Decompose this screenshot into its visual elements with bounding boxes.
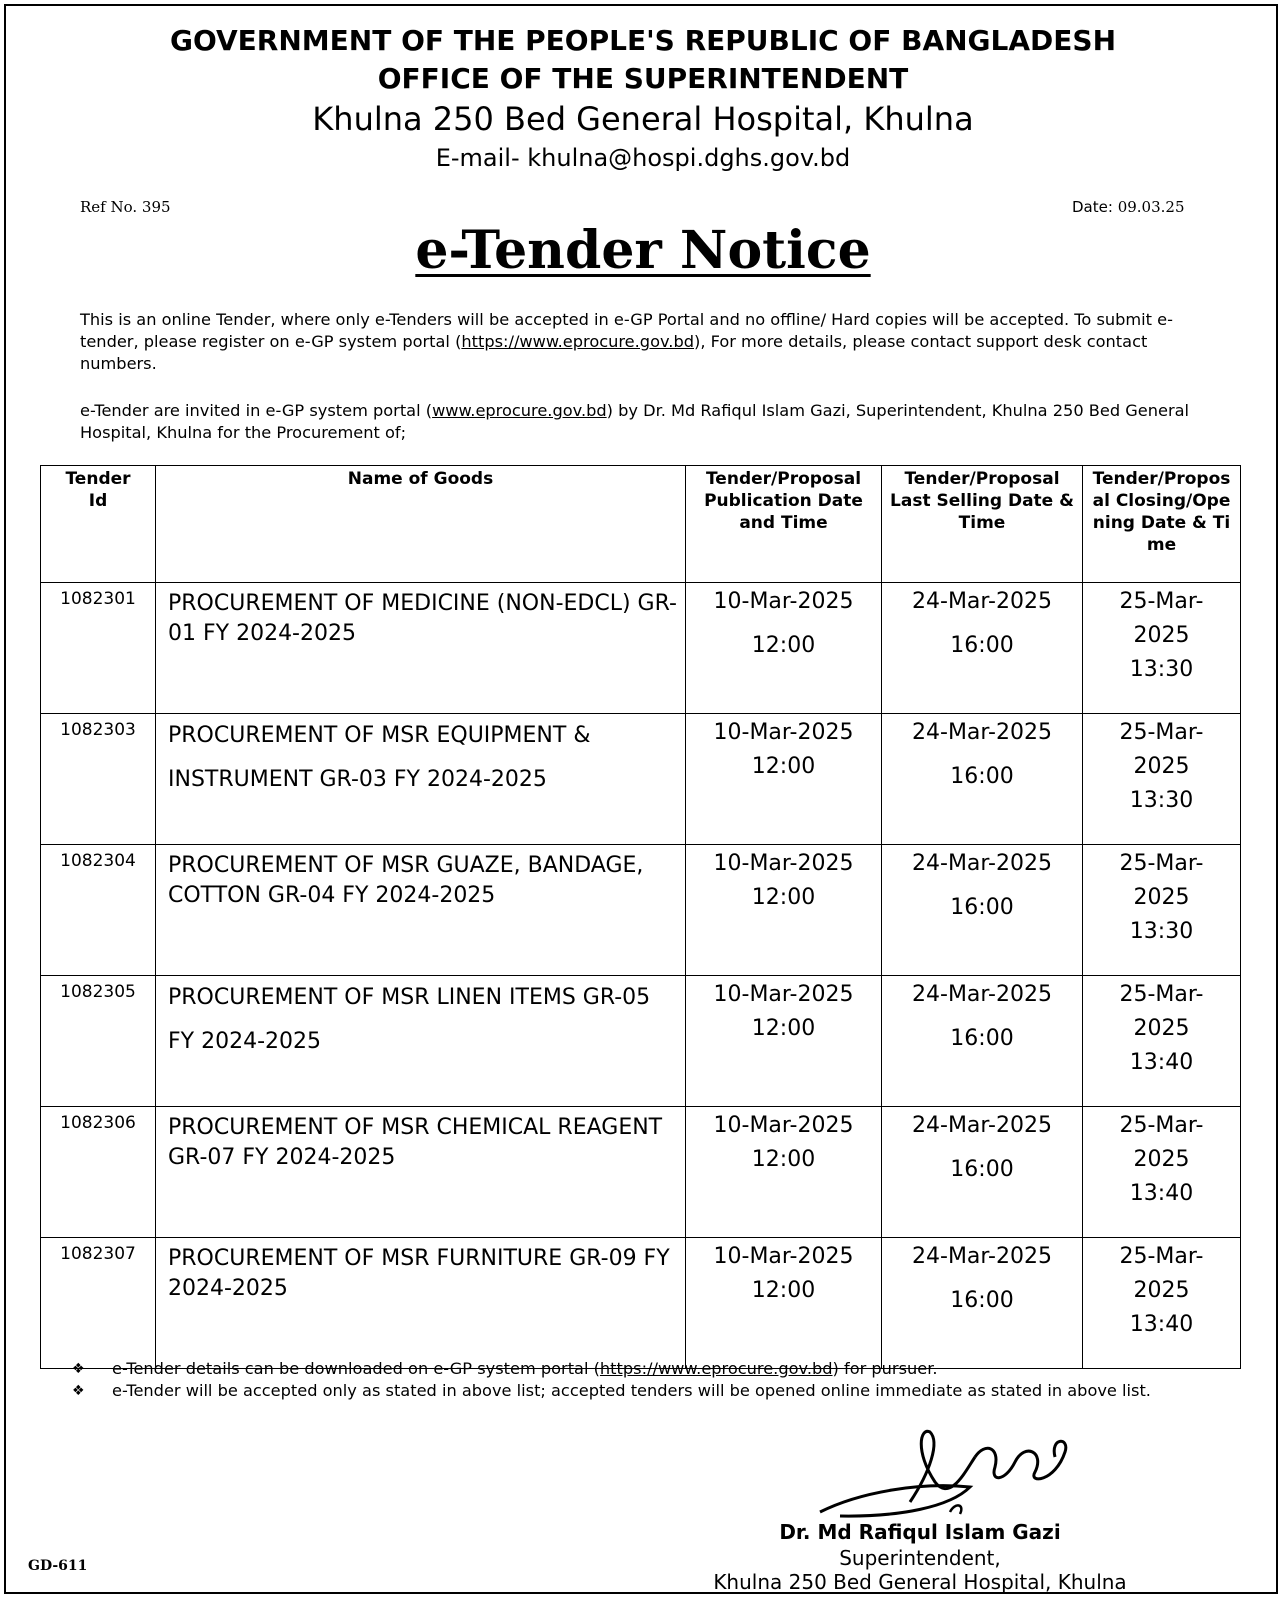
date-value: 09.03.25 [1117,198,1185,216]
publication-date: 10-Mar-2025 [713,982,854,1007]
closing-time: 13:30 [1129,788,1194,813]
publication-date: 10-Mar-2025 [713,1244,854,1269]
note-1-text-b: ) for pursuer. [832,1359,938,1378]
publication-cell [686,714,882,845]
list-item [72,1380,1212,1402]
tender-id-cell: 1082301 [41,583,156,714]
publication-cell [686,845,882,976]
date-label: Date: [1072,198,1113,216]
header-closing-opening-date: Tender/Proposal Closing/Opening Date & Time [1083,466,1241,583]
selling-cell [882,714,1083,845]
intro-paragraph-1 [80,309,1210,375]
office-heading: OFFICE OF THE SUPERINTENDENT [377,62,909,95]
selling-time: 16:00 [950,1157,1014,1182]
email-line: E-mail- khulna@hospi.dghs.gov.bd [435,144,851,172]
publication-date: 10-Mar-2025 [713,851,854,876]
closing-cell [1083,583,1241,714]
selling-time: 16:00 [950,895,1014,920]
note-2-text: e-Tender will be accepted only as stated in above list; accepted tenders will be opened online immediate as stated in above list. [112,1381,1151,1400]
diamond-bullet-icon: ❖ [72,1361,85,1377]
selling-cell [882,583,1083,714]
closing-time: 13:40 [1129,1312,1194,1337]
goods-cell: PROCUREMENT OF MSR EQUIPMENT & INSTRUMENT GR-03 FY 2024-2025 [156,714,686,845]
notice-title-text: e-Tender Notice [415,220,871,281]
publication-date: 10-Mar-2025 [713,720,854,745]
publication-date: 10-Mar-2025 [713,589,854,614]
publication-cell [686,976,882,1107]
publication-time: 12:00 [751,754,816,779]
selling-date: 24-Mar-2025 [912,851,1052,876]
hospital-heading: Khulna 250 Bed General Hospital, Khulna [312,100,974,138]
eprocure-link[interactable]: https://www.eprocure.gov.bd [461,332,694,351]
intro-p1-text-b: ), For more details, please contact support desk contact numbers. [80,332,1148,373]
selling-cell [882,1107,1083,1238]
selling-cell [882,845,1083,976]
closing-time: 13:40 [1129,1050,1194,1075]
signature-image [800,1412,1100,1532]
notice-date [1072,198,1184,216]
eprocure-short-link[interactable]: www.eprocure.gov.bd [432,401,607,420]
header-name-of-goods: Name of Goods [156,466,686,583]
table-header-row [41,466,1241,583]
intro-p2-text-b: ) by Dr. Md Rafiqul Islam Gazi, Superintendent, Khulna 250 Bed General Hospital, Khulna for the Procurement of; [80,401,1190,442]
header-last-selling-date: Tender/Proposal Last Selling Date & Time [882,466,1083,583]
closing-time: 13:30 [1129,919,1194,944]
closing-date: 25-Mar-2025 [1119,851,1204,910]
table-row [41,714,1241,845]
closing-cell [1083,976,1241,1107]
closing-cell [1083,714,1241,845]
signatory-name: Dr. Md Rafiqul Islam Gazi [779,1520,1061,1544]
signatory-designation: Superintendent, [839,1546,1001,1570]
publication-time: 12:00 [751,1016,816,1041]
publication-time: 12:00 [751,1147,816,1172]
closing-time: 13:30 [1129,657,1194,682]
goods-cell: PROCUREMENT OF MEDICINE (NON-EDCL) GR-01 FY 2024-2025 [156,583,686,714]
selling-date: 24-Mar-2025 [912,1244,1052,1269]
selling-cell [882,1238,1083,1369]
goods-cell: PROCUREMENT OF MSR FURNITURE GR-09 FY 2024-2025 [156,1238,686,1369]
selling-time: 16:00 [950,633,1014,658]
selling-date: 24-Mar-2025 [912,1113,1052,1138]
reference-number: Ref No. 395 [80,198,171,216]
tender-id-cell: 1082306 [41,1107,156,1238]
goods-cell: PROCUREMENT OF MSR LINEN ITEMS GR-05 FY 2024-2025 [156,976,686,1107]
table-row [41,976,1241,1107]
publication-cell [686,1238,882,1369]
intro-paragraph-2 [80,400,1210,444]
tender-table [40,465,1241,1369]
selling-date: 24-Mar-2025 [912,589,1052,614]
selling-time: 16:00 [950,1288,1014,1313]
tender-id-cell: 1082307 [41,1238,156,1369]
signatory-office: Khulna 250 Bed General Hospital, Khulna [713,1570,1127,1594]
publication-time: 12:00 [751,885,816,910]
tender-id-cell: 1082304 [41,845,156,976]
selling-time: 16:00 [950,1026,1014,1051]
publication-cell [686,1107,882,1238]
goods-cell: PROCUREMENT OF MSR CHEMICAL REAGENT GR-07 FY 2024-2025 [156,1107,686,1238]
list-item [72,1358,1212,1380]
diamond-bullet-icon: ❖ [72,1383,85,1399]
closing-date: 25-Mar-2025 [1119,1113,1204,1172]
closing-date: 25-Mar-2025 [1119,1244,1204,1303]
closing-cell [1083,1238,1241,1369]
notes-list [72,1358,1212,1402]
closing-time: 13:40 [1129,1181,1194,1206]
selling-time: 16:00 [950,764,1014,789]
notice-title [0,220,1286,281]
closing-date: 25-Mar-2025 [1119,589,1204,648]
table-row [41,845,1241,976]
eprocure-note-link[interactable]: https://www.eprocure.gov.bd [599,1359,833,1378]
tender-id-cell: 1082305 [41,976,156,1107]
note-1-text-a: e-Tender details can be downloaded on e-GP system portal ( [112,1359,600,1378]
form-code: GD-611 [28,1558,88,1574]
tender-id-cell: 1082303 [41,714,156,845]
closing-cell [1083,1107,1241,1238]
selling-cell [882,976,1083,1107]
table-row [41,1238,1241,1369]
table-row [41,583,1241,714]
publication-time: 12:00 [751,1278,816,1303]
header-tender-id: Tender Id [41,466,156,583]
table-row [41,1107,1241,1238]
intro-p1-text-a: This is an online Tender, where only e-Tenders will be accepted in e-GP Portal and no offline/ Hard copies will be accepted. To submit e-tender, please register on e-GP system portal ( [80,310,1173,351]
closing-date: 25-Mar-2025 [1119,720,1204,779]
header-publication-date: Tender/Proposal Publication Date and Time [686,466,882,583]
intro-p2-text-a: e-Tender are invited in e-GP system portal ( [80,401,433,420]
selling-date: 24-Mar-2025 [912,720,1052,745]
publication-time: 12:00 [751,633,816,658]
closing-date: 25-Mar-2025 [1119,982,1204,1041]
government-heading: GOVERNMENT OF THE PEOPLE'S REPUBLIC OF BANGLADESH [169,24,1117,57]
selling-date: 24-Mar-2025 [912,982,1052,1007]
goods-cell: PROCUREMENT OF MSR GUAZE, BANDAGE, COTTON GR-04 FY 2024-2025 [156,845,686,976]
closing-cell [1083,845,1241,976]
publication-cell [686,583,882,714]
publication-date: 10-Mar-2025 [713,1113,854,1138]
